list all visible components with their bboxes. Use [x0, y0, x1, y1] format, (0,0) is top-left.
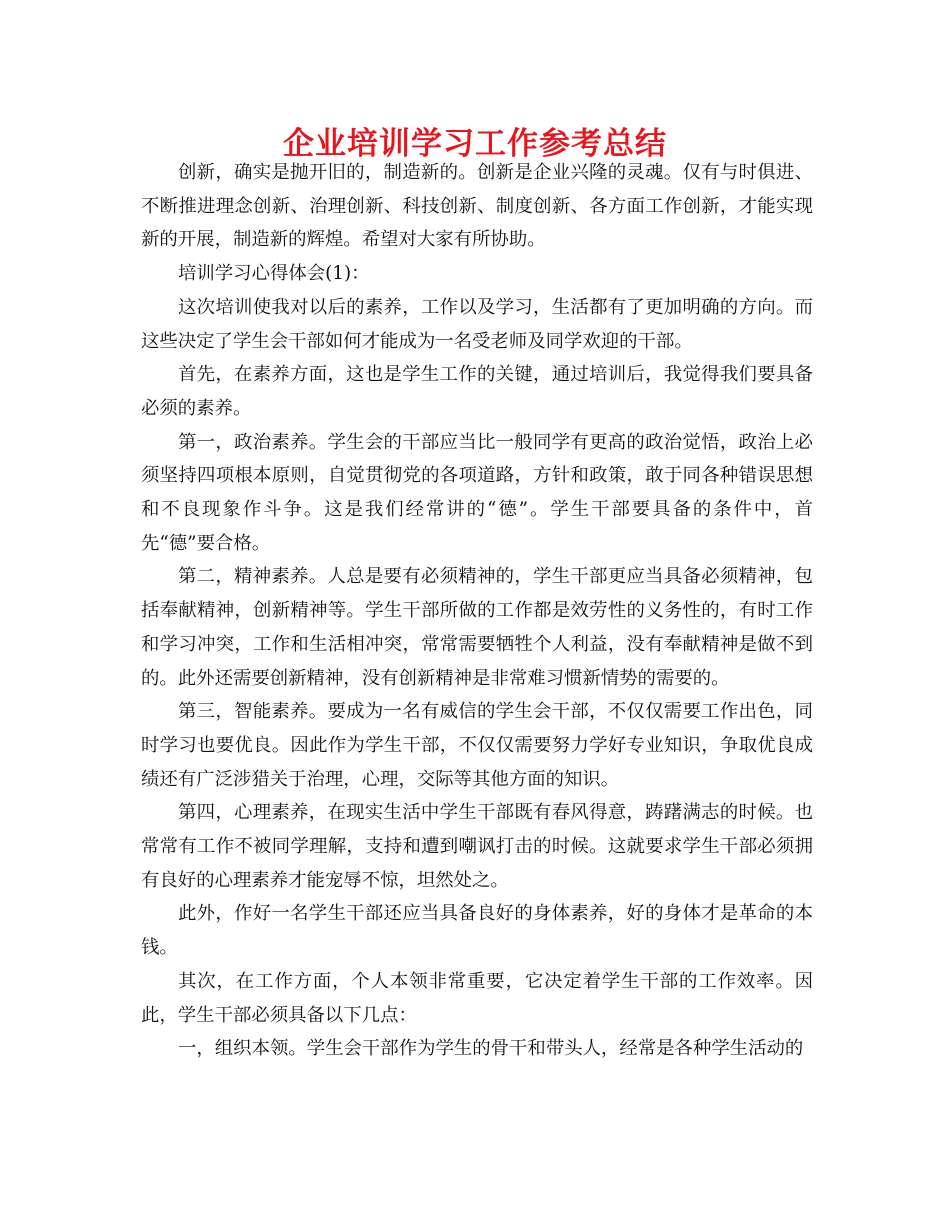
paragraph: 这次培训使我对以后的素养，工作以及学习，生活都有了更加明确的方向。而这些决定了学生会干部如何才能成为一名受老师及同学欢迎的干部。: [141, 296, 813, 352]
paragraph: 一，组织本领。学生会干部作为学生的骨干和带头人，经常是各种学生活动的: [178, 1038, 804, 1060]
document-title: 企业培训学习工作参考总结: [283, 126, 667, 162]
paragraph: 首先，在素养方面，这也是学生工作的关键，通过培训后，我觉得我们要具备必须的素养。: [141, 364, 813, 419]
paragraph: 培训学习心得体会(1)：: [178, 263, 370, 285]
paragraph: 第一，政治素养。学生会的干部应当比一般同学有更高的政治觉悟，政治上必须坚持四项根本原则，自觉贯彻党的各项道路，方针和政策，敢于同各种错误思想和不良现象作斗争。这是我们经常讲的“德”。学生干部要具备的条件中，首先“德”要合格。: [141, 431, 813, 554]
paragraph: 第三，智能素养。要成为一名有威信的学生会干部，不仅仅需要工作出色，同时学习也要优良。因此作为学生干部，不仅仅需要努力学好专业知识，争取优良成绩还有广泛涉猎关于治理，心理，交际等其他方面的知识。: [141, 701, 813, 790]
paragraph: 第四，心理素养，在现实生活中学生干部既有春风得意，踌躇满志的时候。也常常有工作不被同学理解，支持和遭到嘲讽打击的时候。这就要求学生干部必须拥有良好的心理素养才能宠辱不惊，坦然处之。: [141, 802, 813, 891]
document-body: [141, 156, 813, 1066]
paragraph: 其次，在工作方面，个人本领非常重要，它决定着学生干部的工作效率。因此，学生干部必须具备以下几点：: [141, 970, 813, 1026]
paragraph: 第二，精神素养。人总是要有必须精神的，学生干部更应当具备必须精神，包括奉献精神，创新精神等。学生干部所做的工作都是效劳性的义务性的，有时工作和学习冲突，工作和生活相冲突，常常需要牺牲个人利益，没有奉献精神是做不到的。此外还需要创新精神，没有创新精神是非常难习惯新情势的需要的。: [141, 566, 813, 689]
paragraph: 此外，作好一名学生干部还应当具备良好的身体素养，好的身体才是革命的本钱。: [141, 903, 813, 959]
paragraph: 创新，确实是抛开旧的，制造新的。创新是企业兴隆的灵魂。仅有与时俱进、不断推进理念创新、治理创新、科技创新、制度创新、各方面工作创新，才能实现新的开展，制造新的辉煌。希望对大家有所协助。: [141, 162, 813, 251]
